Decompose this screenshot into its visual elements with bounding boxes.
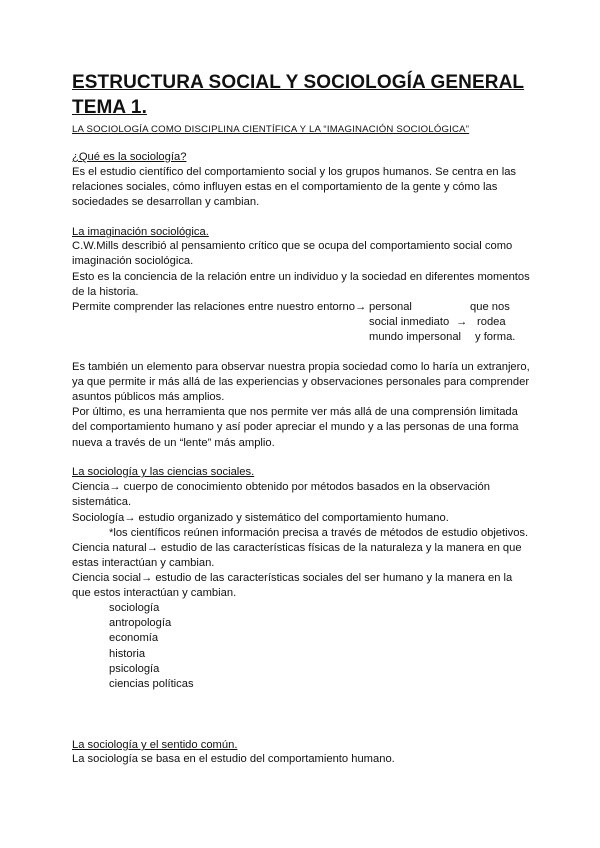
section-heading-ciencias-sociales: La sociología y las ciencias sociales.: [72, 466, 255, 478]
paragraph-line: de la historia.: [72, 286, 139, 298]
paragraph-line: C.W.Mills describió al pensamiento crítico que se ocupa del comportamiento social como: [72, 240, 513, 252]
list-item: antropología: [109, 617, 172, 629]
document-subtitle: TEMA 1.: [72, 97, 147, 118]
paragraph-line: ya que permite ir más allá de las experiencias y observaciones personales para comprender: [72, 376, 530, 388]
paragraph-line: Por último, es una herramienta que nos permite ver más allá de una comprensión limitada: [72, 406, 518, 418]
paragraph-line: sistemática.: [72, 496, 132, 508]
list-item: psicología: [109, 663, 160, 675]
section-heading-imaginacion: La imaginación sociológica.: [72, 226, 209, 238]
diagram-social-inmediato: social inmediato: [369, 316, 450, 328]
paragraph-line: Es también un elemento para observar nuestra propia sociedad como lo haría un extranjero,: [72, 361, 530, 373]
paragraph-line: Ciencia→ cuerpo de conocimiento obtenido por métodos basados en la observación: [72, 481, 490, 493]
diagram-arrow: →: [456, 316, 468, 328]
diagram-mundo-impersonal: mundo impersonal: [369, 331, 462, 343]
document-title: ESTRUCTURA SOCIAL Y SOCIOLOGÍA GENERAL: [72, 72, 525, 93]
paragraph-line: imaginación sociológica.: [72, 255, 194, 267]
paragraph-line: que estos interactúan y cambian.: [72, 587, 237, 599]
diagram-que-nos: que nos: [470, 301, 510, 313]
diagram-y-forma: y forma.: [475, 331, 516, 343]
section-heading-que-es: ¿Qué es la sociología?: [72, 151, 187, 163]
section-title: LA SOCIOLOGÍA COMO DISCIPLINA CIENTÍFICA Y LA “IMAGINACIÓN SOCIOLÓGICA”: [72, 124, 470, 135]
paragraph-line-note: *los científicos reúnen información precisa a través de métodos de estudio objetivos.: [109, 527, 529, 539]
paragraph-line: Permite comprender las relaciones entre nuestro entorno→: [72, 301, 367, 313]
paragraph-line: del comportamiento humano y así poder apreciar el mundo y a las personas de una forma: [72, 421, 519, 433]
list-item: ciencias políticas: [109, 678, 194, 690]
paragraph-line: sociedades se desarrollan y cambian.: [72, 196, 260, 208]
paragraph-line: Esto es la conciencia de la relación entre un individuo y la sociedad en diferentes momentos: [72, 271, 530, 283]
list-item: economía: [109, 632, 159, 644]
paragraph-line: Es el estudio científico del comportamiento social y los grupos humanos. Se centra en las: [72, 166, 517, 178]
section-heading-sentido-comun: La sociología y el sentido común.: [72, 739, 238, 751]
list-item: historia: [109, 648, 146, 660]
paragraph-line: La sociología se basa en el estudio del comportamiento humano.: [72, 753, 395, 765]
paragraph-line: asuntos públicos más amplios.: [72, 391, 225, 403]
paragraph-line: relaciones sociales, cómo influyen estas en el comportamiento de la gente y cómo las: [72, 181, 498, 193]
paragraph-line: Ciencia natural→ estudio de las características físicas de la naturaleza y la manera en que: [72, 542, 522, 554]
paragraph-line: Sociología→ estudio organizado y sistemático del comportamiento humano.: [72, 512, 449, 524]
diagram-rodea: rodea: [477, 316, 506, 328]
diagram-personal: personal: [369, 301, 412, 313]
paragraph-line: estas interactúan y cambian.: [72, 557, 215, 569]
paragraph-line: Ciencia social→ estudio de las características sociales del ser humano y la manera en la: [72, 572, 513, 584]
list-item: sociología: [109, 602, 160, 614]
paragraph-line: nueva a través de un “lente” más amplio.: [72, 437, 275, 449]
